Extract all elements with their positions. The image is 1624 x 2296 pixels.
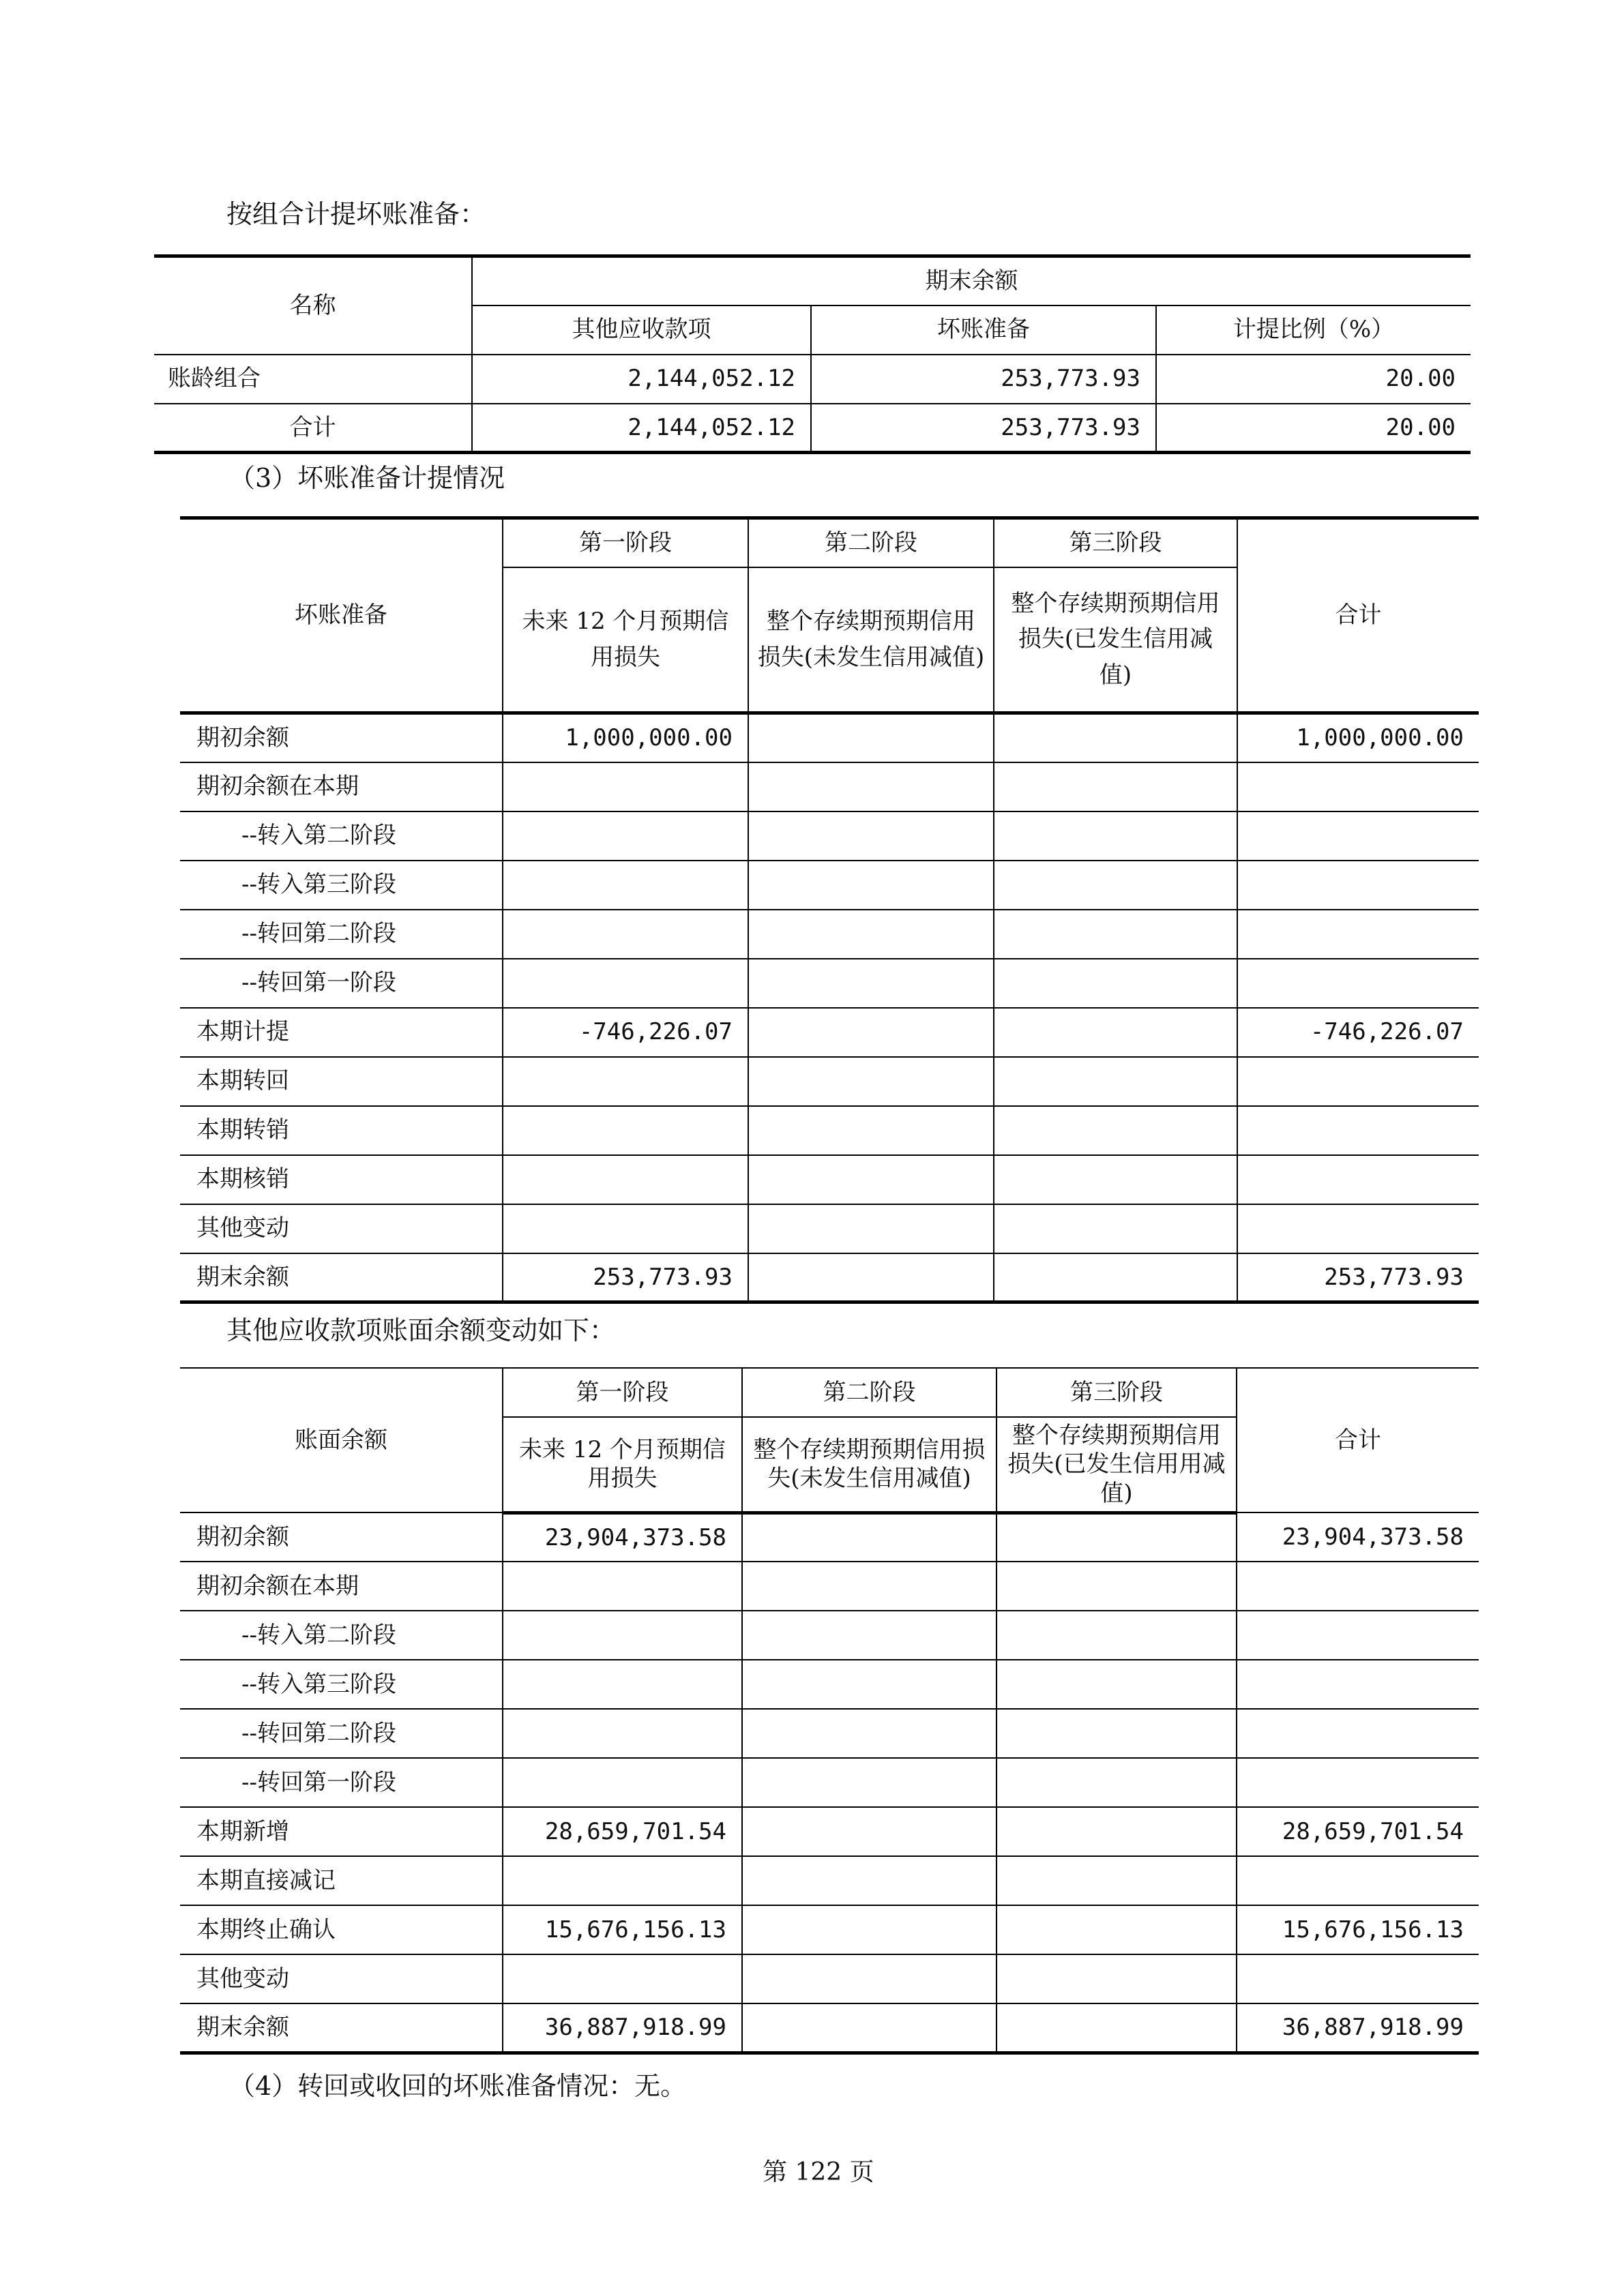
stage1-cell: [503, 811, 748, 861]
table-row: [180, 1106, 1479, 1155]
heading-group-provision: 按组合计提坏账准备：: [226, 199, 486, 229]
stage1-cell: [503, 1562, 742, 1611]
table-row: [180, 1611, 1479, 1660]
stage2-cell: [742, 1709, 996, 1758]
stage2-cell: [748, 1253, 994, 1302]
receivable-cell: 2,144,052.12: [472, 404, 811, 453]
stage2-cell: [748, 811, 994, 861]
row-label: 本期计提: [180, 1008, 503, 1057]
stage3-cell: [994, 959, 1237, 1008]
stage1-cell: 36,887,918.99: [503, 2003, 742, 2053]
stage2-header: 第二阶段: [742, 1368, 996, 1417]
stage2-cell: [742, 1905, 996, 1954]
stage1-cell: 15,676,156.13: [503, 1905, 742, 1954]
receivable-cell: 2,144,052.12: [472, 355, 811, 404]
table-row: [180, 1562, 1479, 1611]
table-row: [180, 762, 1479, 811]
stage1-cell: [503, 1611, 742, 1660]
table-row: [180, 1057, 1479, 1106]
row-label: --转回第二阶段: [180, 910, 503, 959]
stage1-cell: 23,904,373.58: [503, 1512, 742, 1562]
total-cell: [1237, 1856, 1479, 1905]
table-row: [154, 404, 1471, 453]
table-row: [180, 1709, 1479, 1758]
stage3-header: 第三阶段: [994, 518, 1237, 567]
table-row: [180, 1155, 1479, 1204]
table-row: [180, 1954, 1479, 2003]
total-cell: [1237, 1611, 1479, 1660]
stage2-cell: [742, 1660, 996, 1709]
page-number: 第 122 页: [763, 2158, 874, 2186]
stage3-cell: [996, 1954, 1237, 2003]
stage2-cell: [742, 1856, 996, 1905]
row-label: 期初余额在本期: [180, 762, 503, 811]
stage3-cell: [994, 713, 1237, 762]
table-row: [154, 355, 1471, 404]
stage2-cell: [742, 1807, 996, 1856]
stage2-description: 整个存续期预期信用损失(未发生信用减值): [748, 567, 994, 713]
stage2-cell: [748, 1155, 994, 1204]
stage3-description: 整个存续期预期信用损失(已发生信用减值): [994, 567, 1237, 713]
stage2-cell: [742, 2003, 996, 2053]
table-row: [180, 811, 1479, 861]
stage1-cell: [503, 1954, 742, 2003]
col-ratio-header: 计提比例（%）: [1156, 305, 1471, 355]
stage2-cell: [748, 713, 994, 762]
row-label: 期末余额: [180, 1253, 503, 1302]
total-cell: [1237, 1562, 1479, 1611]
heading-section-4: （4）转回或收回的坏账准备情况：无。: [229, 2071, 687, 2101]
stage3-description: 整个存续期预期信用损失(已发生信用用减值): [996, 1417, 1237, 1512]
stage1-cell: [503, 1709, 742, 1758]
table-row: [180, 910, 1479, 959]
stage1-cell: 28,659,701.54: [503, 1807, 742, 1856]
stage3-cell: [996, 2003, 1237, 2053]
total-cell: [1237, 1204, 1479, 1253]
stage1-cell: [503, 1057, 748, 1106]
ratio-cell: 20.00: [1156, 355, 1471, 404]
col-name-header: 名称: [154, 256, 472, 355]
row-label: --转入第三阶段: [180, 861, 503, 910]
stage2-cell: [748, 861, 994, 910]
stage2-cell: [748, 1057, 994, 1106]
col-ending-balance-header: 期末余额: [472, 256, 1471, 305]
table-row: [180, 1758, 1479, 1807]
stage2-header: 第二阶段: [748, 518, 994, 567]
table-row: [180, 959, 1479, 1008]
stage3-cell: [996, 1709, 1237, 1758]
total-cell: [1237, 1709, 1479, 1758]
row-label: 期初余额在本期: [180, 1562, 503, 1611]
table-row: [180, 1856, 1479, 1905]
table-row: [180, 713, 1479, 762]
stage2-cell: [748, 1008, 994, 1057]
stage1-cell: 1,000,000.00: [503, 713, 748, 762]
stage1-cell: [503, 959, 748, 1008]
table-row: [180, 1660, 1479, 1709]
provision-cell: 253,773.93: [811, 404, 1156, 453]
stage3-cell: [994, 762, 1237, 811]
corner-header: 账面余额: [180, 1368, 503, 1512]
total-cell: [1237, 861, 1479, 910]
stage1-description: 未来 12 个月预期信用损失: [503, 1417, 742, 1512]
stage2-cell: [748, 959, 994, 1008]
total-cell: [1237, 959, 1479, 1008]
total-cell: 15,676,156.13: [1237, 1905, 1479, 1954]
corner-header: 坏账准备: [180, 518, 503, 713]
stage1-cell: [503, 1660, 742, 1709]
stage3-cell: [994, 1057, 1237, 1106]
group-provision-table: [154, 254, 1471, 454]
row-label: 其他变动: [180, 1954, 503, 2003]
row-label: 期初余额: [180, 1512, 503, 1562]
row-label: 本期转销: [180, 1106, 503, 1155]
row-label: 本期新增: [180, 1807, 503, 1856]
stage2-cell: [742, 1758, 996, 1807]
stage1-cell: [503, 861, 748, 910]
total-header: 合计: [1237, 518, 1479, 713]
row-label: --转回第一阶段: [180, 959, 503, 1008]
stage2-cell: [748, 1204, 994, 1253]
table-row: [180, 2003, 1479, 2053]
total-cell: [1237, 1954, 1479, 2003]
total-cell: [1237, 762, 1479, 811]
stage3-cell: [994, 1106, 1237, 1155]
row-label: 本期终止确认: [180, 1905, 503, 1954]
stage3-cell: [996, 1611, 1237, 1660]
total-cell: [1237, 811, 1479, 861]
stage3-cell: [996, 1512, 1237, 1562]
stage3-cell: [994, 910, 1237, 959]
stage3-cell: [996, 1758, 1237, 1807]
total-cell: [1237, 1155, 1479, 1204]
total-cell: [1237, 910, 1479, 959]
stage1-cell: -746,226.07: [503, 1008, 748, 1057]
row-label: 期初余额: [180, 713, 503, 762]
table-row: [180, 1008, 1479, 1057]
total-cell: -746,226.07: [1237, 1008, 1479, 1057]
stage1-cell: [503, 1106, 748, 1155]
stage3-cell: [994, 1155, 1237, 1204]
stage2-cell: [742, 1512, 996, 1562]
stage1-cell: [503, 1856, 742, 1905]
total-cell: 1,000,000.00: [1237, 713, 1479, 762]
row-label: 本期核销: [180, 1155, 503, 1204]
row-label: 本期转回: [180, 1057, 503, 1106]
stage1-description: 未来 12 个月预期信用损失: [503, 567, 748, 713]
table-row: [180, 1253, 1479, 1302]
bad-debt-provision-table: [180, 516, 1479, 1304]
col-provision-header: 坏账准备: [811, 305, 1156, 355]
stage2-cell: [748, 1106, 994, 1155]
row-label: 本期直接减记: [180, 1856, 503, 1905]
stage2-cell: [742, 1611, 996, 1660]
stage3-cell: [996, 1856, 1237, 1905]
row-label: --转入第二阶段: [180, 1611, 503, 1660]
provision-cell: 253,773.93: [811, 355, 1156, 404]
total-cell: [1237, 1758, 1479, 1807]
book-balance-table: [180, 1367, 1479, 2055]
stage3-cell: [994, 1253, 1237, 1302]
stage3-cell: [996, 1660, 1237, 1709]
table-row: [180, 1512, 1479, 1562]
stage3-cell: [994, 811, 1237, 861]
row-label: --转回第一阶段: [180, 1758, 503, 1807]
table-row: [180, 1807, 1479, 1856]
row-label: 期末余额: [180, 2003, 503, 2053]
row-label: 其他变动: [180, 1204, 503, 1253]
stage3-cell: [996, 1807, 1237, 1856]
table-row: [180, 861, 1479, 910]
stage3-cell: [994, 861, 1237, 910]
stage1-cell: 253,773.93: [503, 1253, 748, 1302]
stage3-header: 第三阶段: [996, 1368, 1237, 1417]
stage1-cell: [503, 1204, 748, 1253]
stage2-cell: [748, 762, 994, 811]
total-cell: 36,887,918.99: [1237, 2003, 1479, 2053]
stage1-cell: [503, 762, 748, 811]
total-header: 合计: [1237, 1368, 1479, 1512]
total-cell: 28,659,701.54: [1237, 1807, 1479, 1856]
stage2-cell: [742, 1954, 996, 2003]
col-receivable-header: 其他应收款项: [472, 305, 811, 355]
stage2-description: 整个存续期预期信用损失(未发生信用减值): [742, 1417, 996, 1512]
table-row: [180, 1905, 1479, 1954]
total-cell: [1237, 1106, 1479, 1155]
stage1-header: 第一阶段: [503, 518, 748, 567]
total-cell: [1237, 1660, 1479, 1709]
stage2-cell: [742, 1562, 996, 1611]
row-label: --转回第二阶段: [180, 1709, 503, 1758]
stage1-header: 第一阶段: [503, 1368, 742, 1417]
row-label: --转入第二阶段: [180, 811, 503, 861]
heading-book-balance: 其他应收款项账面余额变动如下：: [226, 1315, 616, 1345]
stage3-cell: [996, 1905, 1237, 1954]
stage1-cell: [503, 1155, 748, 1204]
ratio-cell: 20.00: [1156, 404, 1471, 453]
row-label: 账龄组合: [154, 355, 472, 404]
stage3-cell: [996, 1562, 1237, 1611]
total-cell: 23,904,373.58: [1237, 1512, 1479, 1562]
row-label: 合计: [154, 404, 472, 453]
stage1-cell: [503, 910, 748, 959]
stage3-cell: [994, 1008, 1237, 1057]
row-label: --转入第三阶段: [180, 1660, 503, 1709]
heading-section-3: （3）坏账准备计提情况: [229, 463, 505, 493]
stage1-cell: [503, 1758, 742, 1807]
stage2-cell: [748, 910, 994, 959]
total-cell: [1237, 1057, 1479, 1106]
table-row: [180, 1204, 1479, 1253]
stage3-cell: [994, 1204, 1237, 1253]
total-cell: 253,773.93: [1237, 1253, 1479, 1302]
